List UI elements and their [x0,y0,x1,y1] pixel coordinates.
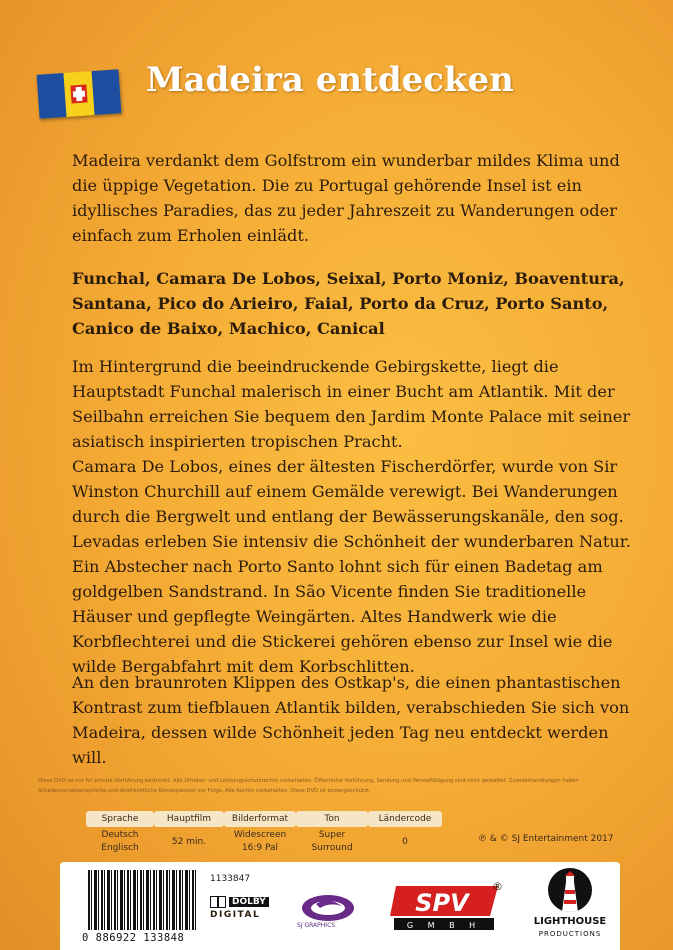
spec-value: Widescreen [233,830,287,840]
copyright-notice: Diese DVD ist nur für private Vorführung bestimmt. Alle Urheber- und Leistungsschutzrechte vorbehalten. Öffentliche Vorführung, Sendung und Vervielfältigung sind nicht gestattet. Zuwiderhandlungen haben Schadensersatzansprüche und strafrechtliche Konsequenzen zur Folge. Alle Rechte vorbehalten. Diese DVD ist kopiergeschützt. [38,778,579,794]
specs-header-row [86,811,442,827]
spec-format [224,827,296,855]
spec-runtime [154,827,224,855]
spv-sub-text: G M B H [406,921,482,930]
dolby-digital-text: DIGITAL [210,910,261,920]
spv-logo [390,884,500,932]
dolby-dd-icon [210,896,226,908]
spec-language [86,827,154,855]
spec-value: Super [318,830,346,840]
specs-table [86,811,442,855]
barcode [80,868,204,946]
spec-sound [296,827,368,855]
rights-notice: ℗ & © SJ Entertainment 2017 [478,834,614,844]
spec-value: Deutsch [101,830,139,840]
spec-header: Bilderformat [224,811,296,827]
lighthouse-productions-logo [530,868,610,948]
description-paragraph: Im Hintergrund die beeindruckende Gebirgskette, liegt die Hauptstadt Funchal malerisch in einer Bucht am Atlantik. Mit der Seilbahn erreichen Sie bequem den Jardim Monte Palace mit seiner asiatisch inspirierten tropischen Pracht. [72,357,631,451]
lighthouse-icon [548,868,592,912]
registered-mark: ® [492,880,503,893]
spec-value: 52 min. [171,836,207,847]
dolby-word: DOLBY [229,897,269,907]
spec-region [368,827,442,855]
description-paragraph: Camara De Lobos, eines der ältesten Fischerdörfer, wurde von Sir Winston Churchill auf einem Gemälde verewigt. Bei Wanderungen durch die Bergwelt und entlang der Bewässerungskanäle, den sog. Levadas erleben Sie intensiv die Schönheit der wunderbaren Natur. Ein Abstecher nach Porto Santo lohnt sich für einen Badetag am goldgelben Sandstrand. In São Vicente finden Sie traditionelle Häuser und gepflegte Weingärten. Altes Handwerk wie die Korbflechterei und die Stickerei gehören ebenso zur Insel wie die wilde Bergabfahrt mit dem Korbschlitten. [72,457,631,676]
intro-paragraph: Madeira verdankt dem Golfstrom ein wunderbar mildes Klima und die üppige Vegetation. Die zu Portugal gehörende Insel ist ein idyllisches Paradies, das zu jeder Jahreszeit zu Wanderungen oder einfach zum Erholen einlädt. [72,151,620,245]
bottom-panel [60,862,620,950]
specs-value-row [86,827,442,855]
spec-value: Surround [311,843,353,853]
spec-value: 0 [402,836,408,847]
spec-value: 16:9 Pal [241,843,279,853]
dolby-digital-logo [210,896,288,920]
places-list: Funchal, Camara De Lobos, Seixal, Porto Moniz, Boaventura, Santana, Pico do Arieiro, Faial, Porto da Cruz, Porto Santo, Canico de Baixo, Machico, Canical [72,269,625,338]
spec-header: Sprache [86,811,154,827]
spec-header: Hauptfilm [154,811,224,827]
closing-paragraph: An den braunroten Klippen des Ostkap's, die einen phantastischen Kontrast zum tiefblauen Atlantik bilden, verabschieden Sie sich von Madeira, dessen wilde Schönheit jeden Tag neu entdeckt werden will. [72,673,630,767]
header [38,60,514,116]
product-code: 1133847 [210,874,251,884]
sj-graphics-text: SJ GRAPHICS [297,922,336,929]
spv-text: SPV [415,889,469,917]
barcode-bars [88,870,198,930]
lighthouse-text: LIGHTHOUSE [533,916,607,927]
spec-value: Englisch [101,843,139,853]
spec-header: Ländercode [368,811,442,827]
madeira-flag-icon [37,69,122,119]
page-title: Madeira entdecken [146,60,514,100]
description [72,354,642,679]
barcode-number: 0 886922 133848 [82,932,185,944]
productions-text: PRODUCTIONS [538,930,602,938]
spec-header: Ton [296,811,368,827]
